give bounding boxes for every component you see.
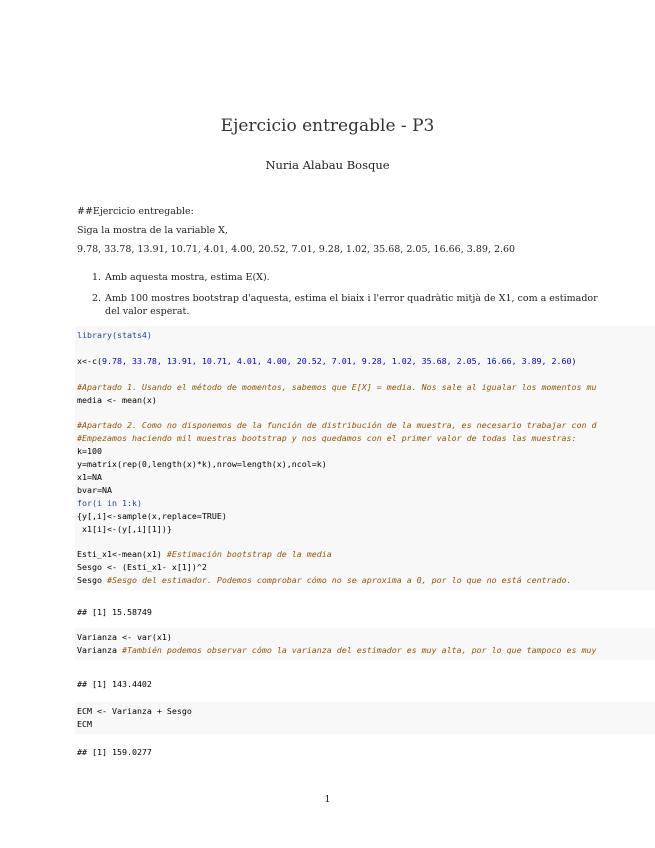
code-output: ## [1] 159.0277 xyxy=(77,747,152,757)
code-comment: #Empezamos haciendo mil muestras bootstrap y nos quedamos con el primer valor de todas las muestras: xyxy=(77,433,577,444)
code-block-ecm xyxy=(75,702,655,734)
task-list-item-2 xyxy=(92,292,598,318)
page-number: 1 xyxy=(324,794,331,805)
code-line: bvar=NA xyxy=(77,484,112,495)
list-text: Amb aquesta mostra, estima E(X). xyxy=(105,272,270,283)
code-line: k=100 xyxy=(77,446,102,457)
code-block-variance xyxy=(75,628,655,660)
code-line: Sesgo #Sesgo del estimador. Podemos comprobar cómo no se aproxima a 0, por lo que no está centrado. xyxy=(77,575,572,586)
code-line: x1=NA xyxy=(77,471,102,482)
list-number: 2. xyxy=(92,293,102,304)
code-line: Varianza <- var(x1) xyxy=(77,632,172,642)
code-block-main xyxy=(75,326,655,590)
sample-values: 9.78, 33.78, 13.91, 10.71, 4.01, 4.00, 20.52, 7.01, 9.28, 1.02, 35.68, 2.05, 16.66, 3.89, 2.60 xyxy=(77,244,516,255)
section-heading: ##Ejercicio entregable: xyxy=(77,206,194,217)
list-number: 1. xyxy=(92,272,102,283)
code-output: ## [1] 15.58749 xyxy=(77,607,152,617)
code-line: Esti_x1<-mean(x1) #Estimación bootstrap de la media xyxy=(77,549,332,560)
code-line: media <- mean(x) xyxy=(77,394,157,405)
task-list-item-1 xyxy=(92,271,270,284)
document-title: Ejercicio entregable - P3 xyxy=(220,116,435,136)
list-text-continued: del valor esperat. xyxy=(105,306,190,317)
code-line: y=matrix(rep(0,length(x)*k),nrow=length(x),ncol=k) xyxy=(77,459,327,470)
code-line: x<-c(9.78, 33.78, 13.91, 10.71, 4.01, 4.00, 20.52, 7.01, 9.28, 1.02, 35.68, 2.05, 16.66, 3.89, 2.60) xyxy=(77,355,577,366)
code-line: {y[,i]<-sample(x,replace=TRUE) xyxy=(77,510,227,521)
code-line: x1[i]<-(y[,i][1])} xyxy=(77,523,172,534)
code-line: for(i in 1:k) xyxy=(77,497,142,508)
code-line: library(stats4) xyxy=(77,330,152,340)
list-text: Amb 100 mostres bootstrap d'aquesta, estima el biaix i l'error quadràtic mitjà de X1, com a estimador xyxy=(105,293,598,304)
code-comment: #Apartado 2. Como no disponemos de la función de distribución de la muestra, es necesario trabajar con d xyxy=(77,420,597,431)
document-author: Nuria Alabau Bosque xyxy=(265,158,390,172)
code-line: Sesgo <- (Esti_x1- x[1])^2 xyxy=(77,562,207,573)
code-line: ECM <- Varianza + Sesgo xyxy=(77,706,192,716)
code-line: Varianza #También podemos observar cómo la varianza del estimador es muy alta, por lo que tampoco es muy xyxy=(77,644,597,655)
code-line: ECM xyxy=(77,718,92,729)
intro-text: Siga la mostra de la variable X, xyxy=(77,225,228,236)
code-comment: #Apartado 1. Usando el método de momentos, sabemos que E[X] = media. Nos sale al igualar los momentos mu xyxy=(77,381,597,392)
code-output: ## [1] 143.4402 xyxy=(77,679,152,689)
